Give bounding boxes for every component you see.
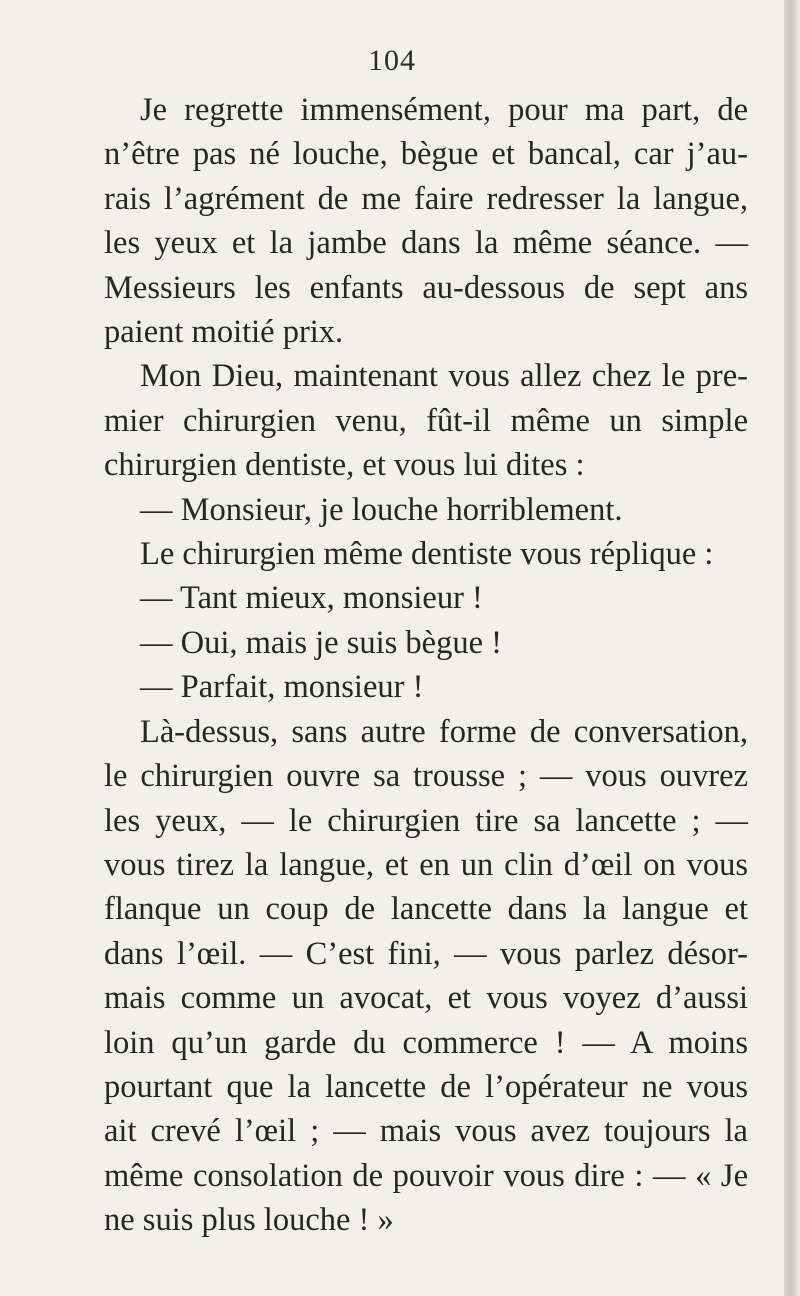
text-line: — Tant mieux, monsieur ! (140, 580, 483, 617)
text-line: vous tirez la langue, et en un clin d’œil on vous (104, 846, 748, 883)
text-line: paient moitié prix. (104, 314, 344, 351)
body-text (104, 88, 748, 1243)
text-line: rais l’agrément de me faire redresser la langue, (104, 180, 748, 217)
text-line: loin qu’un garde du commerce ! — A moins (104, 1024, 748, 1061)
text-line: les yeux, — le chirurgien tire sa lancette ; — (104, 802, 748, 839)
text-line: mais comme un avocat, et vous voyez d’aussi (104, 980, 748, 1017)
text-line: ne suis plus louche ! » (104, 1202, 394, 1239)
text-line: ait crevé l’œil ; — mais vous avez toujours la (104, 1113, 748, 1150)
text-line: chirurgien dentiste, et vous lui dites : (104, 447, 585, 484)
page-edge-shadow (784, 0, 800, 1296)
text-line: flanque un coup de lancette dans la langue et (104, 891, 748, 928)
text-line: Je regrette immensément, pour ma part, de (140, 92, 748, 128)
text-line: les yeux et la jambe dans la même séance. — (104, 225, 748, 262)
text-line: Là-dessus, sans autre forme de conversation, (140, 713, 748, 750)
text-line: — Parfait, monsieur ! (140, 669, 424, 706)
text-line: — Monsieur, je louche horriblement. (140, 491, 623, 528)
page-number: 104 (368, 44, 416, 77)
text-line: le chirurgien ouvre sa trousse ; — vous ouvrez (104, 758, 748, 795)
text-line: même consolation de pouvoir vous dire : — « Je (104, 1157, 748, 1194)
text-line: Messieurs les enfants au-dessous de sept ans (104, 269, 748, 306)
text-line: n’être pas né louche, bègue et bancal, car j’au- (104, 136, 748, 173)
text-line: mier chirurgien venu, fût-il même un simple (104, 402, 748, 439)
text-line: Mon Dieu, maintenant vous allez chez le pre- (140, 358, 748, 395)
text-line: Le chirurgien même dentiste vous réplique : (140, 536, 714, 573)
text-line: — Oui, mais je suis bègue ! (140, 624, 502, 661)
text-line: pourtant que la lancette de l’opérateur ne vous (104, 1068, 748, 1105)
text-line: dans l’œil. — C’est fini, — vous parlez désor- (104, 935, 748, 972)
